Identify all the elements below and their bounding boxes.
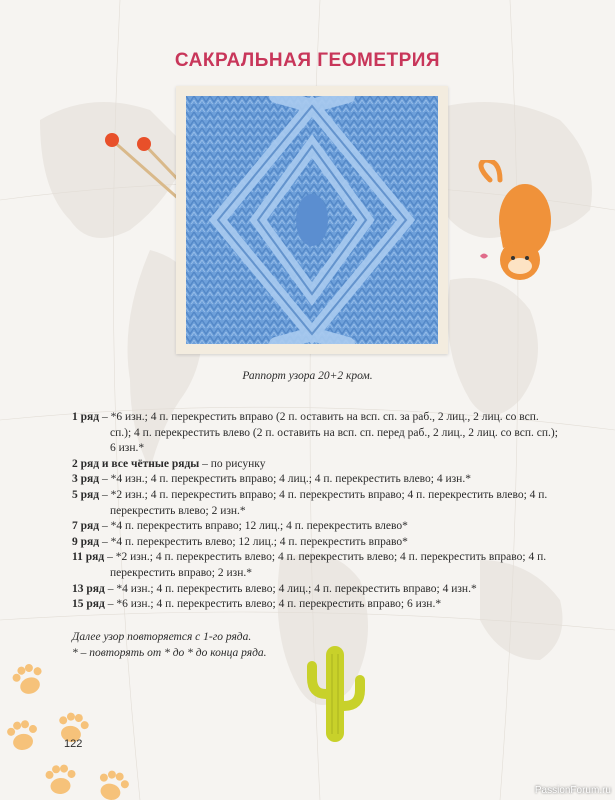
- instruction-row: [72, 472, 562, 488]
- watermark: PassionForum.ru: [534, 785, 611, 796]
- row-text: – *6 изн.; 4 п. перекрестить вправо (2 п. оставить на всп. сп. за раб., 2 лиц., 2 лиц. со всп. сп.); 4 п. перекрестить влево (2 п. оставить на всп. сп. перед раб., 2 лиц., 2 лиц. со всп. сп.); 6 изн.*: [99, 411, 558, 455]
- row-label: 2 ряд и все чётные ряды: [72, 457, 200, 470]
- row-text: – *4 изн.; 4 п. перекрестить вправо; 4 лиц.; 4 п. перекрестить влево; 4 изн.*: [99, 473, 471, 486]
- row-label: 7 ряд: [72, 520, 100, 533]
- instruction-row: [72, 488, 562, 519]
- row-label: 13 ряд: [72, 582, 105, 595]
- row-label: 5 ряд: [72, 488, 100, 501]
- instruction-row: [72, 597, 562, 613]
- asterisk-note: * – повторять от * до * до конца ряда.: [72, 646, 267, 659]
- row-label: 1 ряд: [72, 411, 100, 423]
- row-label: 15 ряд: [72, 598, 105, 611]
- page-number: 122: [64, 738, 83, 750]
- row-text: – *2 изн.; 4 п. перекрестить влево; 4 п. перекрестить влево; 4 п. перекрестить вправо; 4 п. перекрестить вправо; 2 изн.*: [104, 551, 547, 579]
- knitted-pattern-photo: [186, 96, 438, 344]
- row-text: – *4 п. перекрестить влево; 12 лиц.; 4 п. перекрестить вправо*: [99, 535, 408, 548]
- pattern-instructions: [72, 410, 562, 613]
- row-label: 11 ряд: [72, 551, 105, 564]
- row-label: 3 ряд: [72, 473, 100, 486]
- row-text: – *4 изн.; 4 п. перекрестить влево; 4 лиц.; 4 п. перекрестить вправо; 4 изн.*: [104, 582, 477, 595]
- row-text: – *6 изн.; 4 п. перекрестить влево; 4 п. перекрестить вправо; 6 изн.*: [104, 598, 442, 611]
- instruction-row: [72, 519, 562, 535]
- instruction-row: [72, 410, 562, 457]
- page-title: САКРАЛЬНАЯ ГЕОМЕТРИЯ: [174, 50, 441, 71]
- instruction-row: [72, 457, 562, 473]
- row-text: – по рисунку: [199, 457, 266, 470]
- pattern-photo-frame: [176, 86, 448, 354]
- row-label: 9 ряд: [72, 535, 100, 548]
- instruction-row: [72, 535, 562, 551]
- repeat-note: Далее узор повторяется с 1-го ряда.: [72, 631, 252, 643]
- row-text: – *4 п. перекрестить вправо; 12 лиц.; 4 п. перекрестить влево*: [99, 520, 408, 533]
- cactus-icon: [306, 644, 370, 744]
- cat-illustration-icon: [470, 160, 560, 290]
- paw-prints-icon: [0, 650, 140, 800]
- instruction-row: [72, 582, 562, 598]
- instruction-row: [72, 550, 562, 581]
- pattern-caption: Раппорт узора 20+2 кром.: [242, 370, 373, 382]
- row-text: – *2 изн.; 4 п. перекрестить вправо; 4 п. перекрестить вправо; 4 п. перекрестить влево; 4 п. перекрестить влево; 2 изн.*: [99, 488, 548, 517]
